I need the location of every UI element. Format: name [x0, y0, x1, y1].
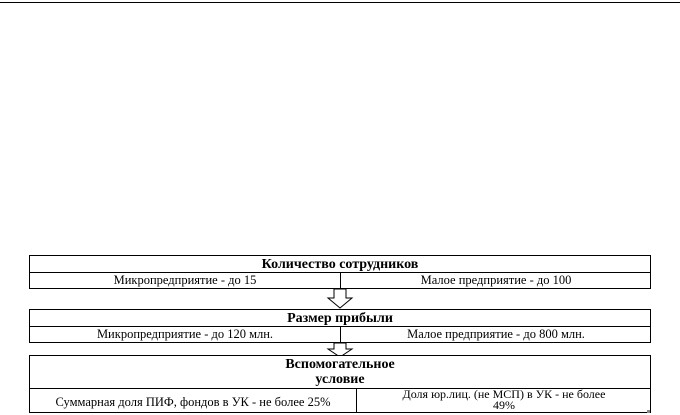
auxiliary-legal-line1: Доля юр.лиц. (не МСП) в УК - не более [402, 389, 606, 401]
profit-heading: Размер прибыли [287, 311, 393, 326]
top-rule [0, 2, 680, 3]
auxiliary-block [29, 355, 651, 413]
auxiliary-heading-line2: условие [315, 372, 365, 387]
auxiliary-funds-share: Суммарная доля ПИФ, фондов в УК - не более 25% [55, 395, 331, 409]
employees-small: Малое предприятие - до 100 [420, 273, 572, 287]
profit-block [29, 309, 651, 343]
profit-micro: Микропредприятие - до 120 млн. [96, 327, 274, 341]
auxiliary-legal-entities-share [357, 389, 651, 411]
auxiliary-legal-line2: 49% [493, 398, 515, 411]
employees-micro: Микропредприятие - до 15 [113, 273, 257, 287]
corner-mark [647, 410, 650, 413]
down-arrow-icon [326, 289, 354, 309]
employees-heading: Количество сотрудников [261, 257, 419, 272]
employees-block [29, 255, 651, 289]
profit-small: Малое предприятие - до 800 млн. [407, 327, 585, 341]
auxiliary-heading-line1: Вспомогательное [285, 357, 395, 372]
auxiliary-heading [30, 357, 650, 387]
